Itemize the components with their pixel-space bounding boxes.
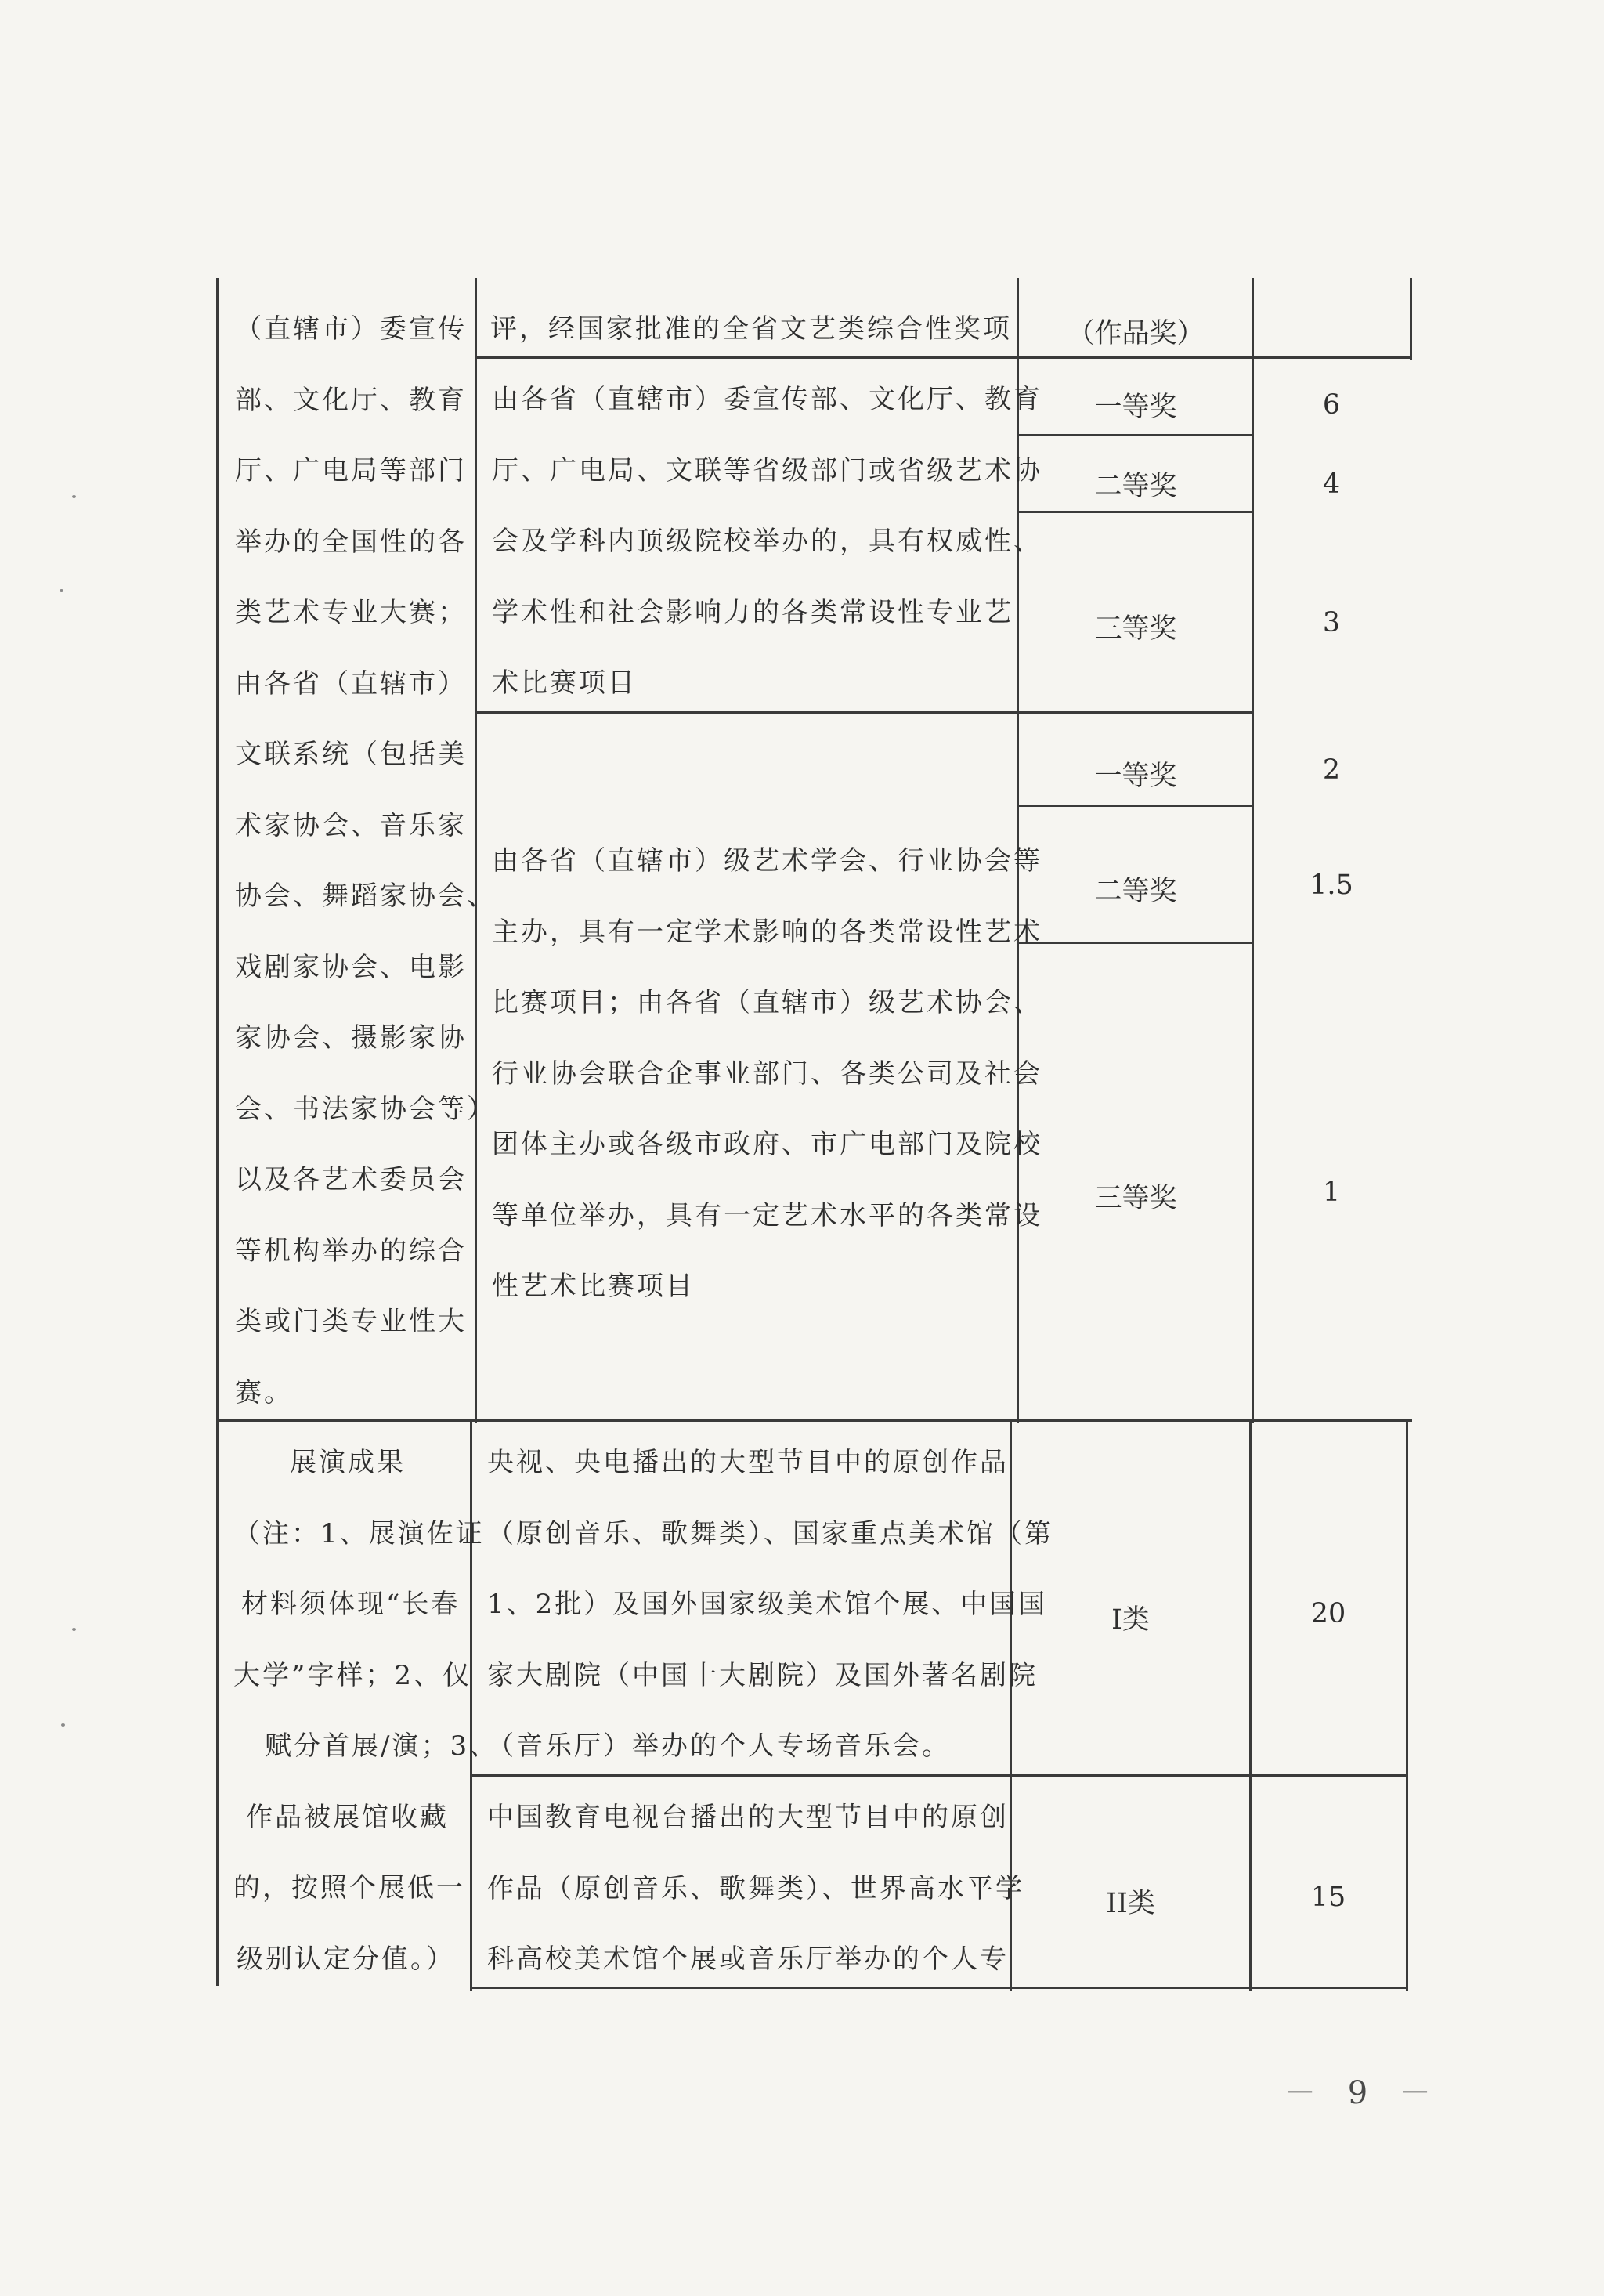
criteria-text-row-a: 评，经国家批准的全省文艺类综合性奖项 xyxy=(490,313,1012,345)
scan-speck xyxy=(60,589,63,592)
score-cell: 20 xyxy=(1310,1598,1346,1629)
award-level-cell: 二等奖 xyxy=(1094,876,1177,907)
criteria-text-row-b: 由各省（直辖市）委宣传部、文化厅、教育 厅、广电局、文联等省级部门或省级艺术协 会及学科内顶级院校举办的，具有权威性、 学术性和社会影响力的各类常设性专业艺 术比赛项目 xyxy=(492,384,1042,699)
page-number: － 9 － xyxy=(1284,2075,1442,2111)
award-level-cell: II类 xyxy=(1106,1888,1155,1919)
scan-speck xyxy=(72,495,76,498)
award-level-cell: 三等奖 xyxy=(1094,1183,1177,1214)
award-level-cell: 三等奖 xyxy=(1094,613,1177,645)
criteria-text-row-c: 由各省（直辖市）级艺术学会、行业协会等 主办，具有一定学术影响的各类常设性艺术 比赛项目；由各省（直辖市）级艺术协会、 行业协会联合企事业部门、各类公司及社会 团体主办或各级市政府、市广电部门及院校 等单位举办，具有一定艺术水平的各类常设 性艺术比赛项目 xyxy=(492,845,1042,1302)
award-level-cell: I类 xyxy=(1111,1604,1150,1636)
award-level-cell: 一等奖 xyxy=(1094,392,1177,423)
category-description: （直辖市）委宣传 部、文化厅、教育 厅、广电局等部门 举办的全国性的各 类艺术专业大赛； 由各省（直辖市） 文联系统（包括美 术家协会、音乐家 协会、舞蹈家协会、 戏剧家协会、电影 家协会、摄影家协 会、书法家协会等） 以及各艺术委员会 等机构举办的综合 类或门类专业性大 赛。 xyxy=(235,313,496,1408)
scan-speck xyxy=(72,1628,76,1631)
score-cell: 2 xyxy=(1322,754,1341,786)
scan-speck xyxy=(61,1723,65,1727)
score-cell: 15 xyxy=(1310,1882,1346,1913)
criteria-text-row-d: 央视、央电播出的大型节目中的原创作品 （原创音乐、歌舞类）、国家重点美术馆（第 1、2批）及国外国家级美术馆个展、中国国 家大剧院（中国十大剧院）及国外著名剧院 （音乐厅）举办的个人专场音乐会。 xyxy=(487,1447,1053,1762)
score-cell: 1 xyxy=(1322,1177,1341,1208)
award-level-cell: （作品奖） xyxy=(1067,318,1205,349)
score-cell: 4 xyxy=(1322,468,1341,500)
award-level-cell: 一等奖 xyxy=(1094,761,1177,792)
criteria-text-row-e: 中国教育电视台播出的大型节目中的原创 作品（原创音乐、歌舞类）、世界高水平学 科高校美术馆个展或音乐厅举办的个人专 xyxy=(487,1802,1024,1975)
score-cell: 3 xyxy=(1322,607,1341,638)
award-level-cell: 二等奖 xyxy=(1094,471,1177,502)
score-cell: 6 xyxy=(1322,389,1341,421)
score-cell: 1.5 xyxy=(1310,870,1353,901)
performance-category-note: 展演成果 （注：1、展演佐证 材料须体现“长春 大学”字样；2、仅 赋分首展/演；3、 作品被展馆收藏 的，按照个展低一 级别认定分值。） xyxy=(233,1447,499,1975)
